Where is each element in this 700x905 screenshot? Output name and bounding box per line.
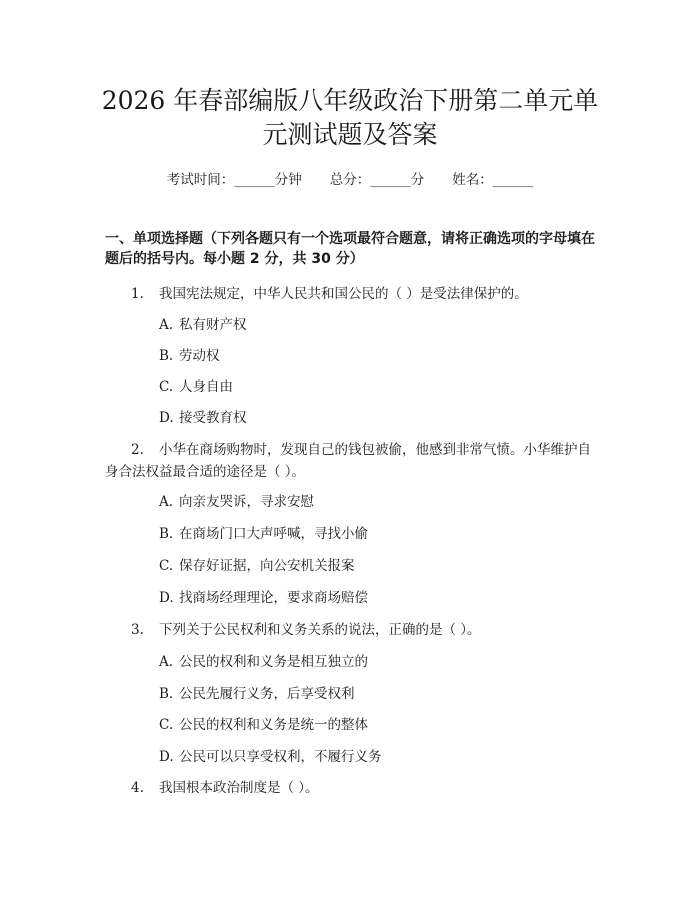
option-1a xyxy=(159,315,247,335)
question-1 xyxy=(131,283,528,305)
question-text: 我国宪法规定，中华人民共和国公民的（ ）是受法律保护的。 xyxy=(159,286,528,302)
option-letter: B. xyxy=(159,348,174,364)
question-number: 2. xyxy=(131,442,144,458)
section-heading: 一、单项选择题（下列各题只有一个选项最符合题意，请将正确选项的字母填在题后的括号内。每小题 2 分，共 30 分） xyxy=(105,231,595,267)
option-1b xyxy=(159,346,220,366)
option-2a xyxy=(159,492,314,512)
question-2-continued: 身合法权益最合适的途径是（ ）。 xyxy=(105,464,306,480)
exam-time-field: 考试时间：______分钟 xyxy=(166,172,302,188)
option-text: 在商场门口大声呼喊，寻找小偷 xyxy=(179,526,368,542)
option-text: 公民先履行义务，后享受权利 xyxy=(179,686,355,702)
question-number: 1. xyxy=(131,286,144,302)
question-2 xyxy=(131,439,591,461)
option-letter: B. xyxy=(159,526,174,542)
total-score-field: 总分：______分 xyxy=(329,172,425,188)
option-text: 劳动权 xyxy=(179,348,220,364)
option-letter: B. xyxy=(159,686,174,702)
option-1d xyxy=(159,408,247,428)
option-1c xyxy=(159,377,233,397)
option-3d xyxy=(159,747,382,767)
question-4 xyxy=(131,777,319,799)
document-title-line1: 2026 年春部编版八年级政治下册第二单元单 xyxy=(101,86,599,115)
option-text: 向亲友哭诉，寻求安慰 xyxy=(179,494,314,510)
option-2c xyxy=(159,556,355,576)
option-text: 找商场经理理论，要求商场赔偿 xyxy=(179,590,368,606)
question-text: 下列关于公民权利和义务关系的说法，正确的是（ ）。 xyxy=(159,622,481,638)
question-text: 小华在商场购物时，发现自己的钱包被偷，他感到非常气愤。小华维护自 xyxy=(159,442,591,458)
question-3 xyxy=(131,619,481,641)
option-letter: D. xyxy=(159,749,174,765)
document-title-line2: 元测试题及答案 xyxy=(262,120,438,149)
option-letter: A. xyxy=(159,494,174,510)
option-text: 保存好证据，向公安机关报案 xyxy=(179,558,355,574)
option-3c xyxy=(159,715,368,735)
option-letter: D. xyxy=(159,590,174,606)
option-text: 人身自由 xyxy=(179,379,233,395)
question-text: 我国根本政治制度是（ ）。 xyxy=(159,780,319,796)
option-text: 公民可以只享受权利，不履行义务 xyxy=(179,749,382,765)
option-letter: D. xyxy=(159,410,174,426)
option-letter: C. xyxy=(159,558,174,574)
option-text: 私有财产权 xyxy=(179,317,247,333)
option-letter: C. xyxy=(159,379,174,395)
option-letter: A. xyxy=(159,317,174,333)
question-number: 3. xyxy=(131,622,144,638)
option-3a xyxy=(159,652,368,672)
option-text: 公民的权利和义务是相互独立的 xyxy=(179,654,368,670)
option-text: 公民的权利和义务是统一的整体 xyxy=(179,717,368,733)
question-number: 4. xyxy=(131,780,144,796)
option-text: 接受教育权 xyxy=(179,410,247,426)
option-letter: A. xyxy=(159,654,174,670)
option-2b xyxy=(159,524,368,544)
option-letter: C. xyxy=(159,717,174,733)
option-3b xyxy=(159,684,355,704)
name-field: 姓名：______ xyxy=(452,172,534,188)
exam-meta xyxy=(0,168,700,188)
option-2d xyxy=(159,588,368,608)
